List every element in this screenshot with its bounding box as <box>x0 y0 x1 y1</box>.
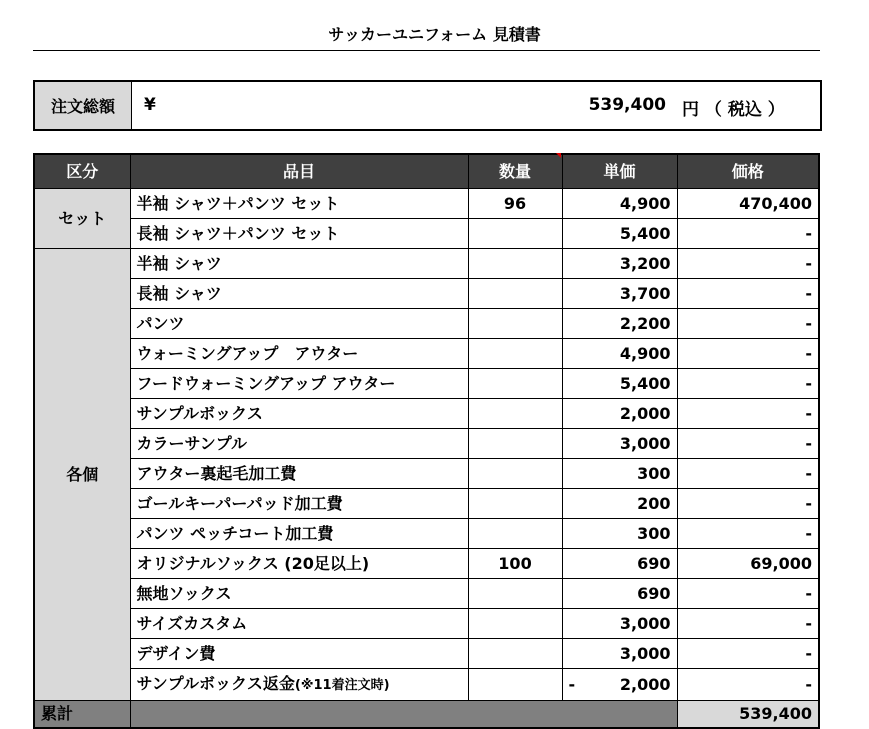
unit-price-cell[interactable] <box>562 668 677 700</box>
quantity-cell[interactable] <box>468 398 562 428</box>
unit-price-cell[interactable]: 5,400 <box>562 368 677 398</box>
unit-price-cell[interactable]: 200 <box>562 488 677 518</box>
quantity-cell[interactable] <box>468 218 562 248</box>
quantity-cell[interactable] <box>468 248 562 278</box>
item-cell[interactable]: パンツ ペッチコート加工費 <box>130 518 468 548</box>
item-cell[interactable]: 長袖 シャツ <box>130 278 468 308</box>
item-cell[interactable]: アウター裏起毛加工費 <box>130 458 468 488</box>
item-cell[interactable]: 無地ソックス <box>130 578 468 608</box>
price-cell[interactable]: - <box>677 458 819 488</box>
table-row <box>34 608 819 638</box>
category-set-cell[interactable]: セット <box>34 188 130 248</box>
price-cell[interactable]: - <box>677 638 819 668</box>
comment-indicator-icon <box>556 153 561 158</box>
quantity-cell[interactable] <box>468 518 562 548</box>
order-total-box <box>33 80 822 131</box>
estimate-table <box>33 153 820 729</box>
unit-price-cell[interactable]: 2,200 <box>562 308 677 338</box>
item-cell[interactable]: デザイン費 <box>130 638 468 668</box>
unit-price-cell[interactable]: 300 <box>562 518 677 548</box>
price-cell[interactable]: - <box>677 488 819 518</box>
order-total-amount: 539,400 <box>588 95 666 115</box>
table-row <box>34 488 819 518</box>
price-cell[interactable]: 69,000 <box>677 548 819 578</box>
table-row <box>34 458 819 488</box>
item-cell[interactable]: サイズカスタム <box>130 608 468 638</box>
table-row <box>34 428 819 458</box>
quantity-cell[interactable] <box>468 368 562 398</box>
table-row <box>34 548 819 578</box>
table-row <box>34 278 819 308</box>
cumulative-total-value[interactable]: 539,400 <box>677 700 819 728</box>
currency-symbol: ¥ <box>144 95 156 115</box>
price-cell[interactable]: - <box>677 278 819 308</box>
price-cell[interactable]: - <box>677 608 819 638</box>
price-cell[interactable]: - <box>677 398 819 428</box>
item-cell[interactable]: 長袖 シャツ＋パンツ セット <box>130 218 468 248</box>
quantity-cell[interactable] <box>468 608 562 638</box>
item-cell[interactable]: フードウォーミングアップ アウター <box>130 368 468 398</box>
table-row <box>34 668 819 700</box>
quantity-cell[interactable]: 100 <box>468 548 562 578</box>
item-cell[interactable]: 半袖 シャツ <box>130 248 468 278</box>
price-cell[interactable]: - <box>677 578 819 608</box>
quantity-cell[interactable] <box>468 338 562 368</box>
quantity-cell[interactable] <box>468 488 562 518</box>
order-total-label: 注文総額 <box>35 82 132 129</box>
unit-price-cell[interactable]: 5,400 <box>562 218 677 248</box>
quantity-cell[interactable] <box>468 308 562 338</box>
unit-price-cell[interactable]: 4,900 <box>562 338 677 368</box>
table-row <box>34 248 819 278</box>
cumulative-total-row <box>34 700 819 728</box>
quantity-cell[interactable] <box>468 638 562 668</box>
table-row <box>34 578 819 608</box>
unit-price-cell[interactable]: 3,000 <box>562 638 677 668</box>
item-cell[interactable]: ウォーミングアップ アウター <box>130 338 468 368</box>
unit-price-cell[interactable]: 690 <box>562 548 677 578</box>
quantity-cell[interactable] <box>468 668 562 700</box>
item-cell[interactable]: オリジナルソックス (20足以上) <box>130 548 468 578</box>
header-item: 品目 <box>130 154 468 188</box>
item-name: サンプルボックス返金 <box>136 673 295 693</box>
header-quantity: 数量 <box>468 154 562 188</box>
price-cell[interactable]: - <box>677 308 819 338</box>
order-total-value-cell[interactable] <box>132 82 820 129</box>
table-header-row <box>34 154 819 188</box>
cumulative-label[interactable]: 累計 <box>34 700 130 728</box>
quantity-cell[interactable]: 96 <box>468 188 562 218</box>
item-cell[interactable]: 半袖 シャツ＋パンツ セット <box>130 188 468 218</box>
unit-price-cell[interactable]: 3,200 <box>562 248 677 278</box>
unit-price-cell[interactable]: 300 <box>562 458 677 488</box>
item-cell[interactable]: サンプルボックス <box>130 398 468 428</box>
table-row <box>34 638 819 668</box>
negative-sign: - <box>568 674 576 694</box>
quantity-cell[interactable] <box>468 278 562 308</box>
unit-price-cell[interactable]: 2,000 <box>562 398 677 428</box>
price-cell[interactable]: 470,400 <box>677 188 819 218</box>
category-individual-cell[interactable]: 各個 <box>34 248 130 700</box>
quantity-cell[interactable] <box>468 578 562 608</box>
price-cell[interactable]: - <box>677 668 819 700</box>
unit-price-cell[interactable]: 690 <box>562 578 677 608</box>
price-cell[interactable]: - <box>677 428 819 458</box>
unit-price-value: 2,000 <box>619 674 671 694</box>
header-unit-price: 単価 <box>562 154 677 188</box>
quantity-cell[interactable] <box>468 428 562 458</box>
unit-price-cell[interactable]: 3,000 <box>562 428 677 458</box>
quantity-cell[interactable] <box>468 458 562 488</box>
price-cell[interactable]: - <box>677 368 819 398</box>
unit-price-cell[interactable]: 4,900 <box>562 188 677 218</box>
document-title: サッカーユニフォーム 見積書 <box>328 25 541 44</box>
cumulative-blank-cell[interactable] <box>130 700 677 728</box>
unit-price-cell[interactable]: 3,700 <box>562 278 677 308</box>
item-cell[interactable] <box>130 668 468 700</box>
table-row <box>34 368 819 398</box>
table-row <box>34 218 819 248</box>
table-row <box>34 518 819 548</box>
title-underline <box>33 50 820 51</box>
order-total-unit: 円 （ 税込 ） <box>682 100 785 120</box>
item-cell[interactable]: パンツ <box>130 308 468 338</box>
price-cell[interactable]: - <box>677 248 819 278</box>
table-row <box>34 338 819 368</box>
price-cell[interactable]: - <box>677 338 819 368</box>
item-cell[interactable]: ゴールキーパーパッド加工費 <box>130 488 468 518</box>
header-category: 区分 <box>34 154 130 188</box>
table-row <box>34 188 819 218</box>
header-price: 価格 <box>677 154 819 188</box>
price-cell[interactable]: - <box>677 218 819 248</box>
unit-price-cell[interactable]: 3,000 <box>562 608 677 638</box>
item-cell[interactable]: カラーサンプル <box>130 428 468 458</box>
table-row <box>34 308 819 338</box>
item-note: (※11着注文時) <box>294 677 390 693</box>
price-cell[interactable]: - <box>677 518 819 548</box>
table-row <box>34 398 819 428</box>
